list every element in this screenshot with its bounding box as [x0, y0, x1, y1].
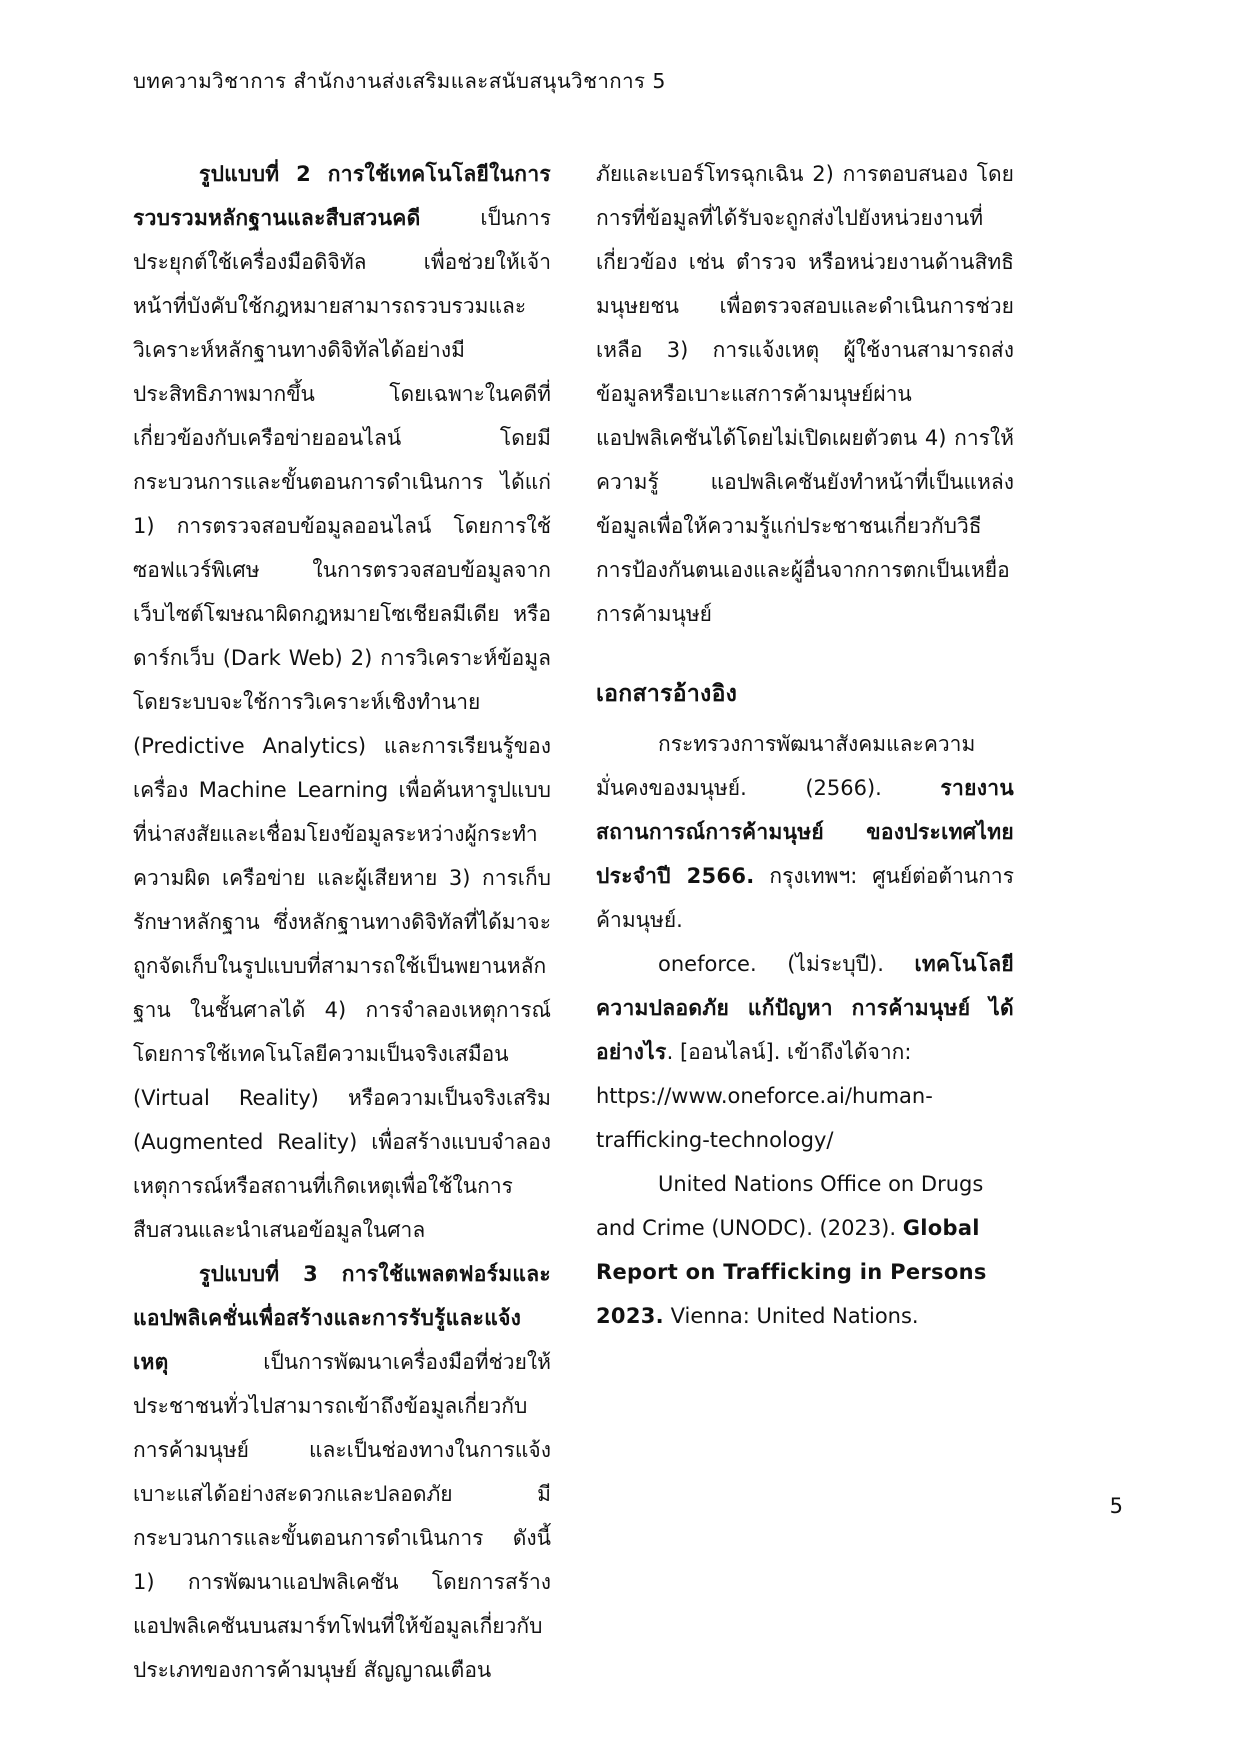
reference-url[interactable]: https://www.oneforce.ai/human-trafficking-technology/: [596, 1084, 933, 1152]
reference-title: รายงานสถานการณ์การค้ามนุษย์ ของประเทศไทย ประจำปี 2566.: [596, 776, 1014, 888]
reference-author: United Nations Office on Drugs and Crime (UNODC). (2023).: [596, 1172, 984, 1240]
paragraph-pattern-2: [133, 152, 551, 1252]
reference-publisher: Vienna: United Nations.: [663, 1304, 919, 1328]
reference-author: กระทรวงการพัฒนาสังคมและความมั่นคงของมนุษย์. (2566).: [596, 732, 976, 800]
references-heading: เอกสารอ้างอิง: [596, 681, 738, 707]
pattern-3-body: เป็นการพัฒนาเครื่องมือที่ช่วยให้ประชาชนทั่วไปสามารถเข้าถึงข้อมูลเกี่ยวกับการค้ามนุษย์ และเป็นช่องทางในการแจ้งเบาะแสได้อย่างสะดวกและปลอดภัย มีกระบวนการและขั้นตอนการดำเนินการ ดังนี้ 1) การพัฒนาแอปพลิเคชัน โดยการสร้างแอปพลิเคชันบนสมาร์ทโฟนที่ให้ข้อมูลเกี่ยวกับประเภทของการค้ามนุษย์ สัญญาณเตือน: [133, 1350, 551, 1682]
paragraph-pattern-3: [133, 1252, 551, 1692]
pattern-3-bold-lead: รูปแบบที่ 3 การใช้แพลตฟอร์มและแอปพลิเคชั่นเพื่อสร้างและการรับรู้และแจ้งเหตุ: [133, 1262, 551, 1374]
reference-title: Global Report on Trafficking in Persons 2023.: [596, 1216, 987, 1328]
reference-publisher: กรุงเทพฯ: ศูนย์ต่อต้านการค้ามนุษย์.: [596, 864, 1015, 932]
page-number: 5: [1109, 1494, 1123, 1518]
pattern-2-bold-lead: รูปแบบที่ 2 การใช้เทคโนโลยีในการรวบรวมหลักฐานและสืบสวนคดี: [133, 162, 551, 230]
left-column: [133, 152, 551, 1692]
pattern-2-body: เป็นการประยุกต์ใช้เครื่องมือดิจิทัล เพื่อช่วยให้เจ้าหน้าที่บังคับใช้กฎหมายสามารถรวบรวมและวิเคราะห์หลักฐานทางดิจิทัลได้อย่างมีประสิทธิภาพมากขึ้น โดยเฉพาะในคดีที่เกี่ยวข้องกับเครือข่ายออนไลน์ โดยมีกระบวนการและขั้นตอนการดำเนินการ ได้แก่ 1) การตรวจสอบข้อมูลออนไลน์ โดยการใช้ซอฟแวร์พิเศษ ในการตรวจสอบข้อมูลจากเว็บไซต์โฆษณาผิดกฎหมายโซเชียลมีเดีย หรือดาร์กเว็บ (Dark Web) 2) การวิเคราะห์ข้อมูล โดยระบบจะใช้การวิเคราะห์เชิงทำนาย (Predictive Analytics) และการเรียนรู้ของเครื่อง Machine Learning เพื่อค้นหารูปแบบที่น่าสงสัยและเชื่อมโยงข้อมูลระหว่างผู้กระทำความผิด เครือข่าย และผู้เสียหาย 3) การเก็บรักษาหลักฐาน ซึ่งหลักฐานทางดิจิทัลที่ได้มาจะถูกจัดเก็บในรูปแบบที่สามารถใช้เป็นพยานหลักฐาน ในชั้นศาลได้ 4) การจำลองเหตุการณ์ โดยการใช้เทคโนโลยีความเป็นจริงเสมือน (Virtual Reality) หรือความเป็นจริงเสริม (Augmented Reality) เพื่อสร้างแบบจำลองเหตุการณ์หรือสถานที่เกิดเหตุเพื่อใช้ในการสืบสวนและนำเสนอข้อมูลในศาล: [133, 206, 551, 1242]
reference-title: เทคโนโลยีความปลอดภัย แก้ปัญหา การค้ามนุษย์ ได้อย่างไร: [596, 952, 1014, 1064]
paragraph-continuation: ภัยและเบอร์โทรฉุกเฉิน 2) การตอบสนอง โดยการที่ข้อมูลที่ได้รับจะถูกส่งไปยังหน่วยงานที่เกี่ยวข้อง เช่น ตำรวจ หรือหน่วยงานด้านสิทธิมนุษยชน เพื่อตรวจสอบและดำเนินการช่วยเหลือ 3) การแจ้งเหตุ ผู้ใช้งานสามารถส่งข้อมูลหรือเบาะแสการค้ามนุษย์ผ่านแอปพลิเคชันได้โดยไม่เปิดเผยตัวตน 4) การให้ความรู้ แอปพลิเคชันยังทำหน้าที่เป็นแหล่งข้อมูลเพื่อให้ความรู้แก่ประชาชนเกี่ยวกับวิธีการป้องกันตนเองและผู้อื่นจากการตกเป็นเหยื่อการค้ามนุษย์: [596, 162, 1014, 626]
two-column-body: [133, 152, 1108, 1692]
reference-author: oneforce. (ไม่ระบุปี).: [658, 952, 915, 976]
right-column: [596, 152, 1014, 1692]
reference-access-note: . [ออนไลน์]. เข้าถึงได้จาก:: [666, 1040, 912, 1064]
reference-item: [596, 1162, 1014, 1338]
running-head: บทความวิชาการ สำนักงานส่งเสริมและสนับสนุนวิชาการ 5: [133, 69, 666, 93]
reference-item: [596, 722, 1014, 942]
reference-item: [596, 942, 1014, 1074]
